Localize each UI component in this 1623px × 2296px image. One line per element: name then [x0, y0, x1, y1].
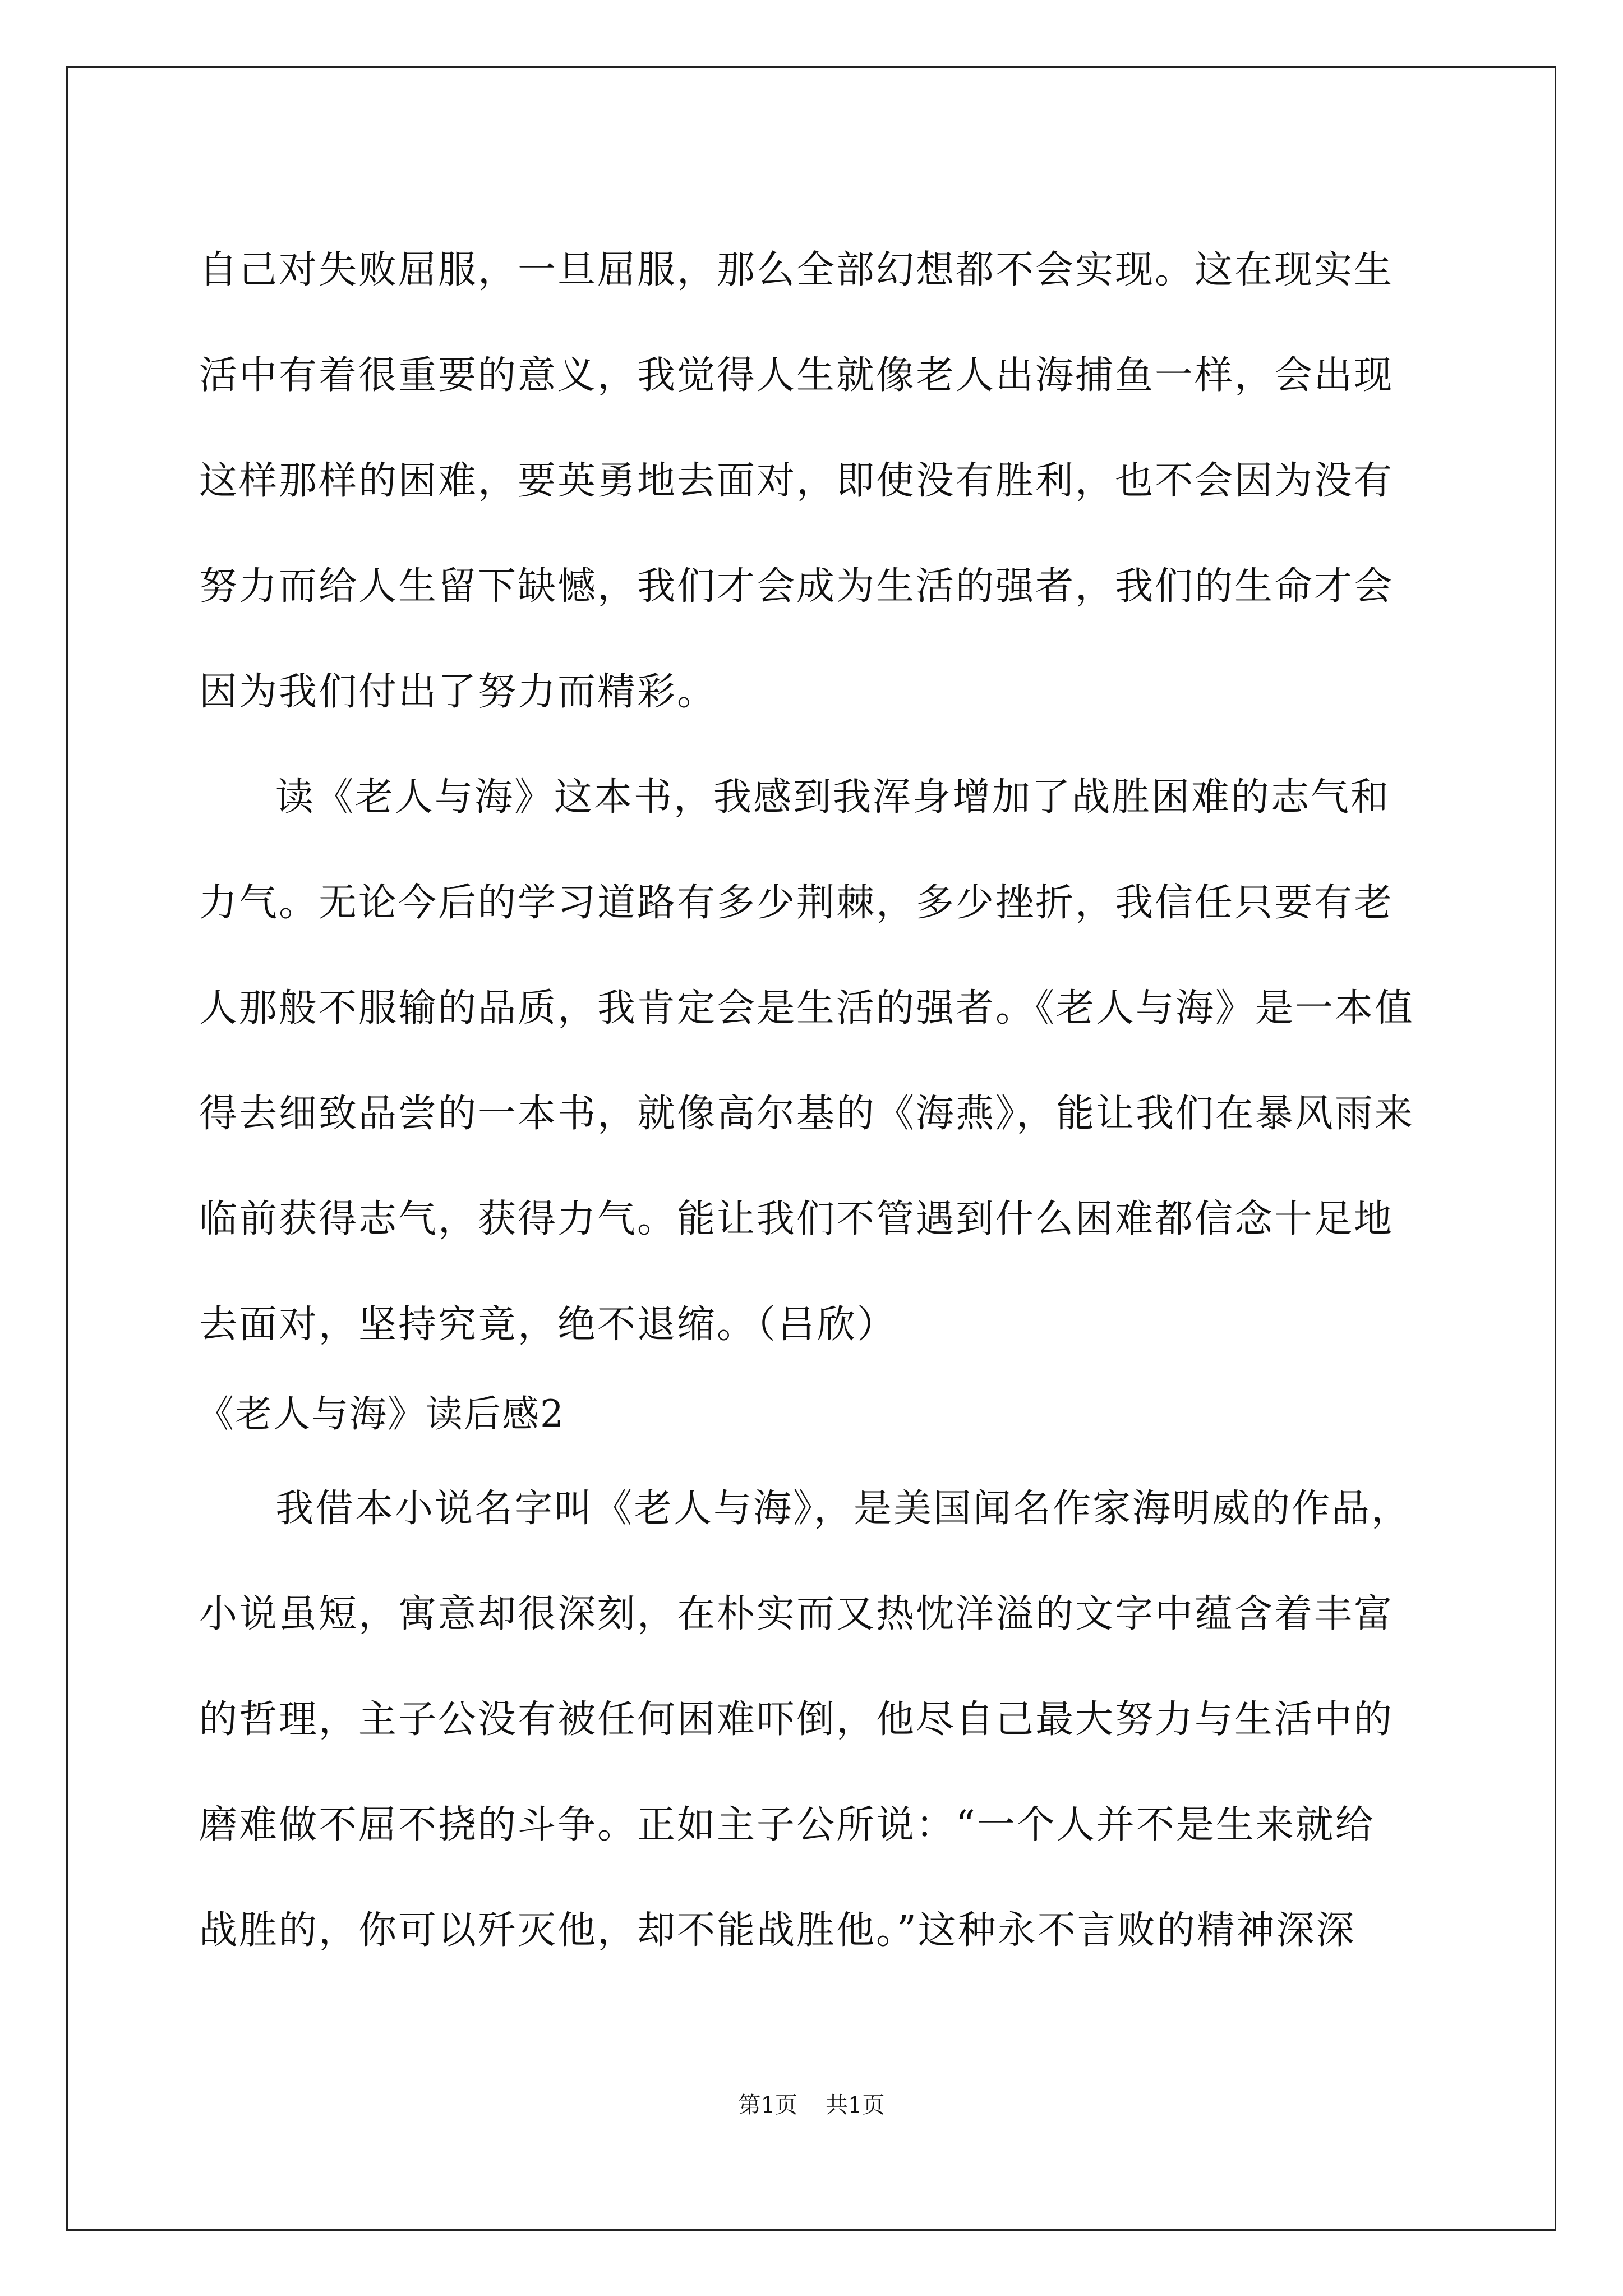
text-line: 磨难做不屈不挠的斗争。正如主子公所说：“一个人并不是生来就给 — [199, 1803, 1375, 1847]
text-line: 临前获得志气，获得力气。能让我们不管遇到什么困难都信念十足地 — [199, 1197, 1394, 1241]
text-line: 这样那样的困难，要英勇地去面对，即使没有胜利，也不会因为没有 — [199, 459, 1394, 503]
text-line: 自己对失败屈服，一旦屈服，那么全部幻想都不会实现。这在现实生 — [199, 248, 1394, 292]
text-line: 活中有着很重要的意义，我觉得人生就像老人出海捕鱼一样，会出现 — [199, 353, 1394, 398]
text-line: 因为我们付出了努力而精彩。 — [199, 670, 717, 714]
document-body — [199, 218, 1433, 1984]
paragraph-first-line: 读《老人与海》这本书，我感到我浑身增加了战胜困难的志气和 — [275, 775, 1391, 820]
page-footer — [0, 2091, 1623, 2119]
text-line: 努力而给人生留下缺憾，我们才会成为生活的强者，我们的生命才会 — [199, 564, 1394, 609]
text-line: 去面对，坚持究竟，绝不退缩。（吕欣） — [199, 1303, 897, 1347]
text-line: 的哲理，主子公没有被任何困难吓倒，他尽自己最大努力与生活中的 — [199, 1697, 1394, 1742]
text-line: 小说虽短，寓意却很深刻，在朴实而又热忱洋溢的文字中蕴含着丰富 — [199, 1592, 1394, 1636]
text-line: 力气。无论今后的学习道路有多少荆棘，多少挫折，我信任只要有老 — [199, 881, 1394, 925]
page-total: 共1页 — [826, 2092, 885, 2118]
text-line: 战胜的，你可以歼灭他，却不能战胜他。”这种永不言败的精神深深 — [199, 1908, 1356, 1953]
text-line: 得去细致品尝的一本书，就像高尔基的《海燕》，能让我们在暴风雨来 — [199, 1092, 1415, 1136]
page-number: 第1页 — [738, 2092, 797, 2118]
section-heading: 《老人与海》读后感2 — [197, 1392, 565, 1435]
paragraph-first-line: 我借本小说名字叫《老人与海》，是美国闻名作家海明威的作品， — [275, 1487, 1412, 1531]
text-line: 人那般不服输的品质，我肯定会是生活的强者。《老人与海》是一本值 — [199, 986, 1415, 1030]
